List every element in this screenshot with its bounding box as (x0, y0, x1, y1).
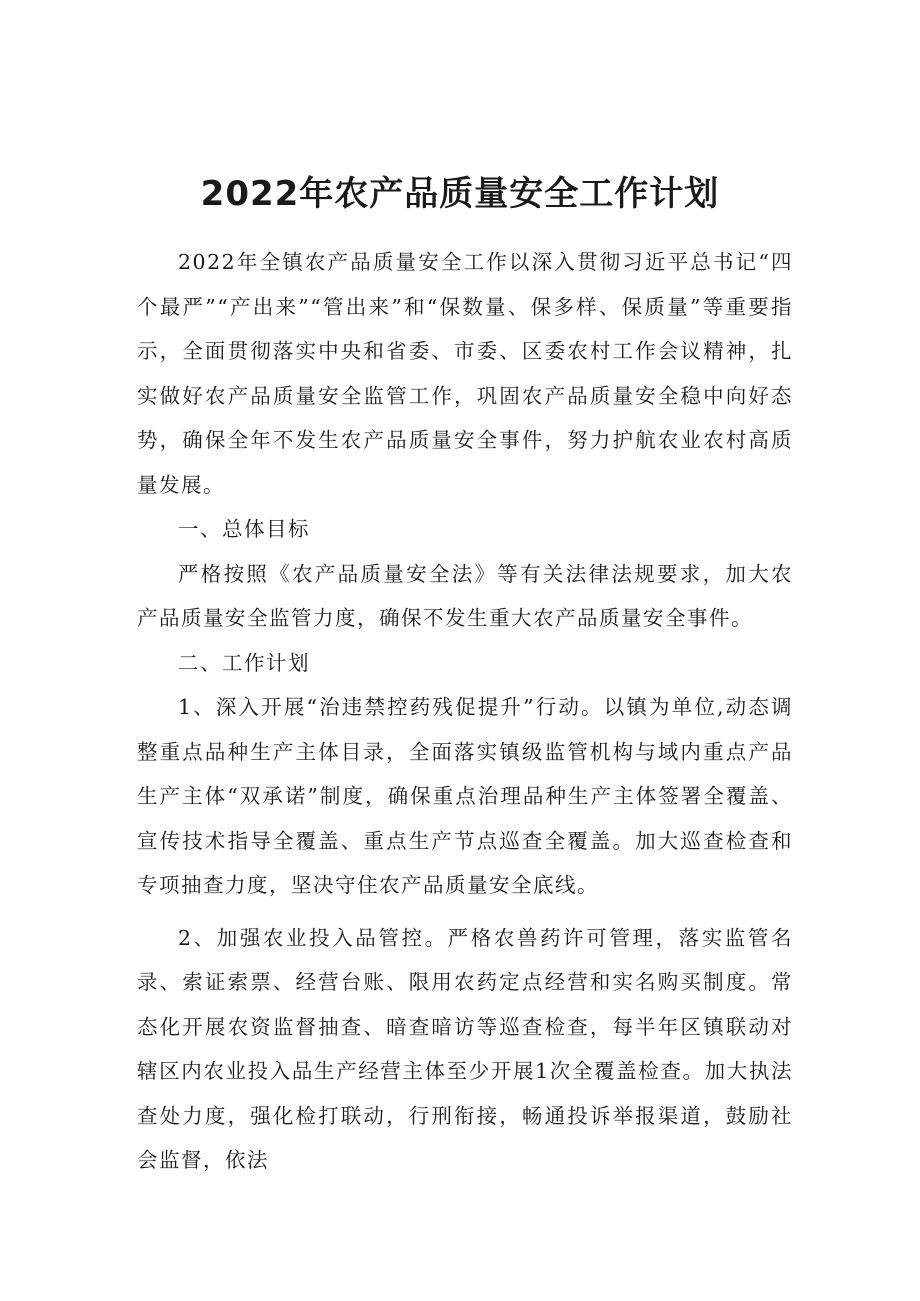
section-heading-work-plan: 二、工作计划 (178, 650, 310, 675)
overall-goal-paragraph: 严格按照《农产品质量安全法》等有关法律法规要求，加大农产品质量安全监管力度，确保不发生重大农产品质量安全事件。 (137, 561, 793, 630)
intro-paragraph: 2022年全镇农产品质量安全工作以深入贯彻习近平总书记“四个最严”“产出来”“管出来”和“保数量、保多样、保质量”等重要指示，全面贯彻落实中央和省委、市委、区委农村工作会议精神，扎实做好农产品质量安全监管工作，巩固农产品质量安全稳中向好态势，确保全年不发生农产品质量安全事件，努力护航农业农村高质量发展。 (137, 250, 793, 497)
work-plan-item-1: 1、深入开展“治违禁控药残促提升”行动。以镇为单位,动态调整重点品种生产主体目录，全面落实镇级监管机构与域内重点产品生产主体“双承诺”制度，确保重点治理品种生产主体签署全覆盖、宣传技术指导全覆盖、重点生产节点巡查全覆盖。加大巡查检查和专项抽查力度，坚决守住农产品质量安全底线。 (137, 695, 793, 897)
work-plan-item-2: 2、加强农业投入品管控。严格农兽药许可管理，落实监管名录、索证索票、经营台账、限用农药定点经营和实名购买制度。常态化开展农资监督抽查、暗查暗访等巡查检查，每半年区镇联动对辖区内农业投入品生产经营主体至少开展1次全覆盖检查。加大执法查处力度，强化检打联动，行刑衔接，畅通投诉举报渠道，鼓励社会监督，依法 (137, 925, 793, 1172)
section-heading-overall-goal: 一、总体目标 (178, 517, 310, 541)
page-title: 2022年农产品质量安全工作计划 (200, 174, 720, 214)
document-body (137, 240, 793, 1183)
